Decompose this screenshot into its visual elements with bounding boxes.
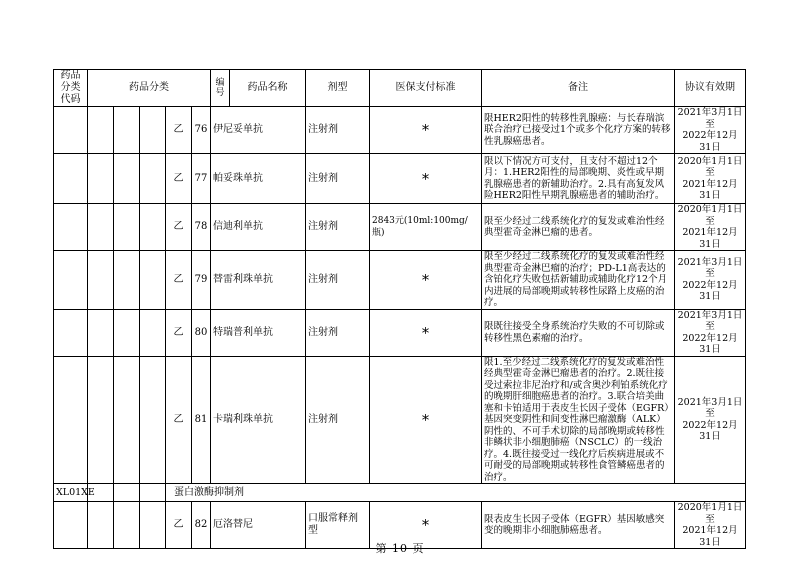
drug-name: 伊尼妥单抗 — [211, 107, 306, 154]
payment-standard: * — [370, 309, 482, 356]
validity-period — [675, 309, 746, 356]
dosage-form: 注射剂 — [306, 154, 370, 204]
remarks-text: 限至少经过二线系统化疗的复发或难治性经典型霍奇金淋巴瘤的治疗；PD-L1高表达的含铂化疗失败包括新辅助或辅助化疗12个月内进展的局部晚期或转移性尿路上皮癌的治疗。 — [482, 251, 675, 310]
table-row — [54, 251, 746, 310]
payment-standard: 2843元(10ml:100mg/瓶) — [370, 204, 482, 251]
drug-number: 76 — [192, 107, 211, 154]
subgroup-title: 蛋白激酶抑制剂 — [166, 484, 746, 502]
validity-start: 2020年1月1日至 — [677, 502, 743, 525]
table-row — [54, 204, 746, 251]
page-number: 第 10 页 — [375, 542, 425, 555]
validity-end: 2022年12月31日 — [682, 419, 738, 443]
drug-number: 79 — [192, 251, 211, 310]
validity-end: 2021年12月31日 — [682, 227, 738, 250]
payment-standard: * — [370, 251, 482, 310]
table-row — [54, 309, 746, 356]
grade: 乙 — [166, 107, 192, 154]
validity-period — [675, 154, 746, 204]
validity-start: 2020年1月1日至 — [677, 155, 743, 178]
drug-name: 帕妥珠单抗 — [211, 154, 306, 204]
header-remarks: 备注 — [482, 70, 675, 107]
drug-number: 77 — [192, 154, 211, 204]
drug-number: 80 — [192, 309, 211, 356]
subgroup-row — [54, 484, 746, 502]
payment-standard: * — [370, 154, 482, 204]
drug-number: 82 — [192, 502, 211, 549]
validity-period — [675, 251, 746, 310]
grade: 乙 — [166, 309, 192, 356]
drug-name: 厄洛替尼 — [211, 502, 306, 549]
drug-name: 信迪利单抗 — [211, 204, 306, 251]
table-row — [54, 107, 746, 154]
header-number: 编号 — [211, 70, 230, 107]
table-header-row — [54, 70, 746, 107]
validity-start: 2020年1月1日至 — [677, 204, 743, 227]
drug-name: 替雷利珠单抗 — [211, 251, 306, 310]
validity-end: 2021年12月31日 — [682, 525, 738, 548]
header-validity: 协议有效期 — [675, 70, 746, 107]
grade: 乙 — [166, 251, 192, 310]
dosage-form: 注射剂 — [306, 204, 370, 251]
drug-number: 81 — [192, 356, 211, 484]
subgroup-code: XL01XE — [54, 484, 88, 502]
dosage-form: 注射剂 — [306, 309, 370, 356]
payment-standard: * — [370, 502, 482, 549]
table-row — [54, 356, 746, 484]
validity-start: 2021年3月1日至 — [677, 396, 743, 420]
dosage-form: 注射剂 — [306, 251, 370, 310]
validity-start: 2021年3月1日至 — [677, 107, 743, 130]
validity-end: 2022年12月31日 — [682, 332, 738, 355]
header-code: 药品分类代码 — [54, 70, 88, 107]
drug-table — [53, 69, 746, 549]
grade: 乙 — [166, 154, 192, 204]
grade: 乙 — [166, 356, 192, 484]
validity-period — [675, 107, 746, 154]
grade: 乙 — [166, 502, 192, 549]
validity-end: 2021年12月31日 — [682, 178, 738, 201]
header-name: 药品名称 — [230, 70, 306, 107]
dosage-form: 注射剂 — [306, 107, 370, 154]
validity-period — [675, 204, 746, 251]
validity-start: 2021年3月1日至 — [677, 256, 743, 280]
drug-name: 特瑞普利单抗 — [211, 309, 306, 356]
header-category: 药品分类 — [88, 70, 211, 107]
dosage-form: 口服常释剂型 — [306, 502, 370, 549]
header-dosage-form: 剂型 — [306, 70, 370, 107]
validity-period — [675, 356, 746, 484]
remarks-text: 限表皮生长因子受体（EGFR）基因敏感突变的晚期非小细胞肺癌患者。 — [482, 502, 675, 549]
drug-name: 卡瑞利珠单抗 — [211, 356, 306, 484]
drug-number: 78 — [192, 204, 211, 251]
payment-standard: * — [370, 107, 482, 154]
dosage-form: 注射剂 — [306, 356, 370, 484]
remarks-text: 限1.至少经过二线系统化疗的复发或难治性经典型霍奇金淋巴瘤患者的治疗。2.既往接受过索拉非尼治疗和/或含奥沙利铂系统化疗的晚期肝细胞癌患者的治疗。3.联合培美曲塞和卡铂适用于表皮生长因子受体（EGFR）基因突变阴性和间变性淋巴瘤激酶（ALK）阴性的、不可手术切除的局部晚期或转移性非鳞状非小细胞肺癌（NSCLC）的一线治疗。4.既往接受过一线化疗后疾病进展或不可耐受的局部晚期或转移性食管鳞癌患者的治疗。 — [482, 356, 675, 484]
header-payment-standard: 医保支付标准 — [370, 70, 482, 107]
grade: 乙 — [166, 204, 192, 251]
validity-end: 2022年12月31日 — [682, 279, 738, 303]
remarks-text: 限HER2阳性的转移性乳腺癌：与长春瑞滨联合治疗已接受过1个或多个化疗方案的转移性乳腺癌患者。 — [482, 107, 675, 154]
table-row — [54, 154, 746, 204]
remarks-text: 限至少经过二线系统化疗的复发或难治性经典型霍奇金淋巴瘤的患者。 — [482, 204, 675, 251]
remarks-text: 限以下情况方可支付，且支付不超过12个月：1.HER2阳性的局部晚期、炎性或早期乳腺癌患者的新辅助治疗。2.具有高复发风险HER2阳性早期乳腺癌患者的辅助治疗。 — [482, 154, 675, 204]
remarks-text: 限既往接受全身系统治疗失败的不可切除或转移性黑色素瘤的治疗。 — [482, 309, 675, 356]
payment-standard: * — [370, 356, 482, 484]
validity-start: 2021年3月1日至 — [677, 309, 743, 332]
validity-end: 2022年12月31日 — [682, 130, 738, 153]
table-body — [54, 107, 746, 484]
